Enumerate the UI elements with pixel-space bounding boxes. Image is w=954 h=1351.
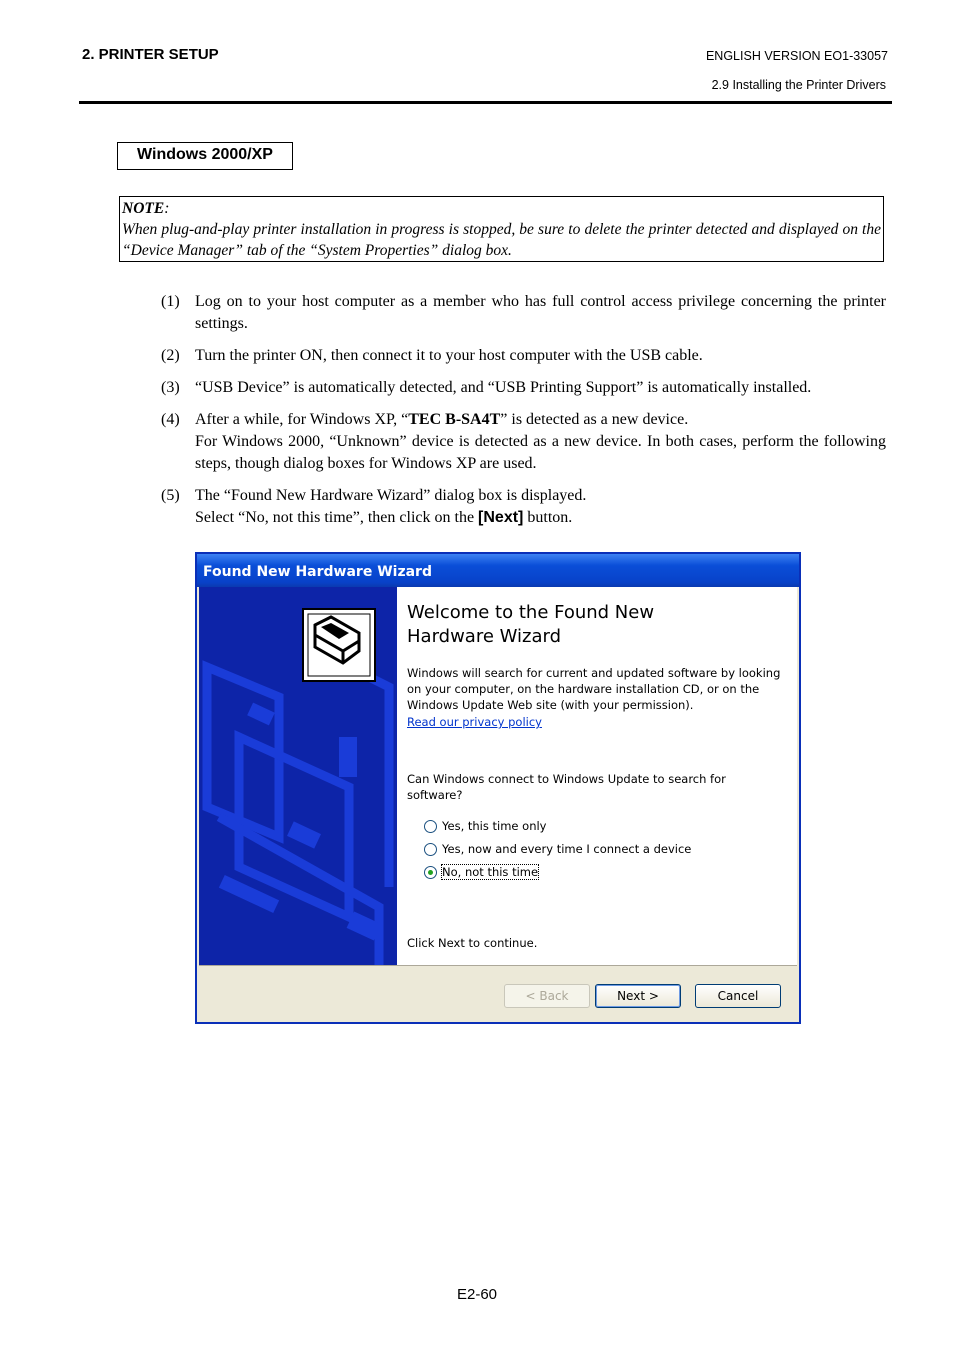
option-label: Yes, this time only: [442, 819, 547, 833]
back-button[interactable]: < Back: [504, 984, 590, 1008]
os-label: Windows 2000/XP: [117, 142, 293, 170]
step-line: [195, 507, 886, 529]
option-label: No, not this time: [442, 865, 539, 879]
wizard-heading: [407, 601, 654, 649]
next-button-reference: [Next]: [478, 509, 524, 526]
wizard-titlebar[interactable]: Found New Hardware Wizard: [197, 554, 799, 587]
step-line: The “Found New Hardware Wizard” dialog box is displayed.: [195, 487, 587, 504]
option-no-not-this-time[interactable]: [424, 865, 538, 879]
step-text-part: button.: [523, 509, 573, 526]
option-yes-every-time[interactable]: [424, 842, 691, 856]
note-body: When plug-and-play printer installation in progress is stopped, be sure to delete the printer detected and displayed on the “Device Manager” tab of the “System Properties” dialog box.: [122, 221, 881, 259]
wizard-side-art: [199, 587, 397, 965]
step-line: [195, 409, 886, 431]
next-button[interactable]: Next >: [595, 984, 681, 1008]
wizard-intro: Windows will search for current and updated software by looking on your computer, on the hardware installation CD, or on the Windows Update Web site (with your permission).: [407, 666, 781, 712]
step-number: (5): [161, 487, 180, 504]
radio-button-selected[interactable]: [424, 866, 437, 879]
wizard-heading-line: Welcome to the Found New: [407, 602, 655, 623]
option-yes-this-time[interactable]: [424, 819, 546, 833]
wizard-heading-line: Hardware Wizard: [407, 626, 562, 647]
step-line: For Windows 2000, “Unknown” device is detected as a new device. In both cases, perform the following steps, though dialog boxes for Windows XP are used.: [195, 433, 886, 472]
option-label: Yes, now and every time I connect a device: [442, 842, 692, 856]
step-number: (3): [161, 379, 180, 396]
radio-button[interactable]: [424, 820, 437, 833]
step-text: Turn the printer ON, then connect it to your host computer with the USB cable.: [195, 347, 703, 364]
header-rule: [79, 101, 892, 104]
step-5: [161, 485, 886, 529]
privacy-policy-link[interactable]: Read our privacy policy: [407, 715, 542, 729]
hardware-icon: [303, 609, 375, 681]
wizard-side-panel: [199, 587, 397, 965]
step-1: [161, 291, 886, 335]
wizard-dialog: [195, 552, 801, 1024]
radio-button[interactable]: [424, 843, 437, 856]
step-text-part: After a while, for Windows XP, “: [195, 411, 409, 428]
step-text-part: Select “No, not this time”, then click on the: [195, 509, 479, 526]
note-title-line: NOTE:: [122, 200, 170, 217]
wizard-continue-text: Click Next to continue.: [407, 936, 538, 950]
printer-model: TEC B-SA4T: [408, 411, 501, 428]
step-text-part: ” is detected as a new device.: [500, 411, 689, 428]
step-2: [161, 345, 886, 367]
header-section: 2. PRINTER SETUP: [82, 46, 219, 63]
step-4: [161, 409, 886, 475]
step-text: Log on to your host computer as a member who has full control access privilege concerning the printer settings.: [195, 293, 886, 332]
step-3: [161, 377, 886, 399]
cancel-button[interactable]: Cancel: [695, 984, 781, 1008]
page-number: E2-60: [456, 1286, 498, 1303]
header-subsection: 2.9 Installing the Printer Drivers: [711, 78, 886, 92]
step-text: [195, 485, 886, 529]
note-title: NOTE: [122, 200, 165, 217]
step-text: [195, 409, 886, 475]
steps-list: [161, 291, 886, 539]
wizard-button-bar: [199, 965, 797, 1020]
step-number: (4): [161, 411, 180, 428]
header-version: ENGLISH VERSION EO1-33057: [705, 49, 888, 63]
step-number: (1): [161, 293, 180, 310]
step-number: (2): [161, 347, 180, 364]
wizard-content: [397, 587, 797, 965]
step-text: “USB Device” is automatically detected, and “USB Printing Support” is automatically installed.: [195, 379, 812, 396]
note-box: [119, 196, 884, 262]
wizard-question: Can Windows connect to Windows Update to search for software?: [407, 772, 726, 802]
